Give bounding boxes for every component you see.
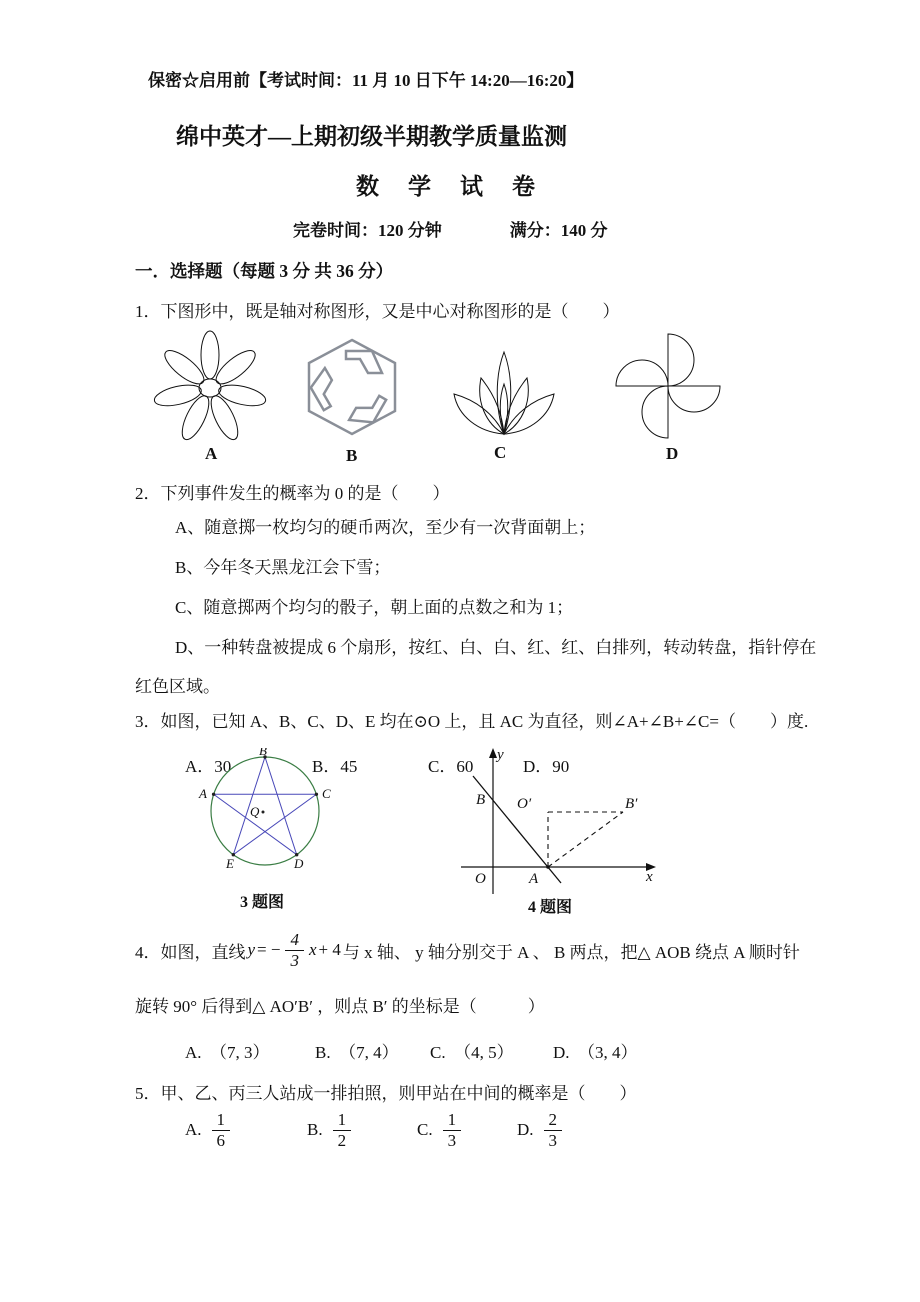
fig4-point-a-label: A	[529, 871, 539, 887]
q1-figure-label-d: D	[666, 444, 679, 463]
q5-option-d	[517, 1110, 565, 1150]
q2-option-d-wrap: 红色区域。	[135, 677, 220, 696]
figure-circle-pentagram	[198, 748, 338, 888]
q5-option-a-label: A.	[185, 1120, 202, 1140]
fraction-four-thirds	[285, 930, 304, 970]
exam-subtitle: 数 学 试 卷	[356, 174, 538, 199]
q4-eq-x: x	[308, 940, 317, 960]
q4-eq-plus4: + 4	[318, 940, 341, 960]
exam-title: 绵中英才—上期初级半期教学质量监测	[176, 124, 567, 149]
q5-option-d-label: D.	[517, 1120, 534, 1140]
q1-figure-label-c: C	[494, 443, 507, 462]
fraction-numerator: 1	[337, 1110, 347, 1129]
figure-pinwheel	[612, 328, 724, 443]
fraction-denominator: 3	[443, 1130, 462, 1151]
fraction-denominator: 6	[212, 1130, 231, 1151]
q5-option-c-fraction	[443, 1110, 462, 1150]
q4-option-c: C. （4, 5）	[430, 1043, 514, 1062]
question-4-text-line1	[135, 930, 800, 970]
q5-option-c	[417, 1110, 464, 1150]
q5-option-d-fraction	[544, 1110, 563, 1150]
fraction-denominator: 2	[333, 1130, 352, 1151]
q4-lead-text: 4．如图，直线	[135, 942, 246, 962]
q2-option-d: D、一种转盘被提成 6 个扇形，按红、白、白、红、红、白排列，转动转盘，指针停在	[175, 638, 817, 657]
fraction-numerator: 2	[548, 1110, 558, 1129]
q1-figure-label-a: A	[205, 444, 218, 463]
q5-option-a-fraction	[212, 1110, 231, 1150]
figure-flower	[150, 328, 270, 446]
fig4-b-prime-label: B′	[625, 796, 638, 812]
figure-coordinate-rotation	[453, 742, 668, 900]
fraction-denominator: 3	[285, 950, 304, 971]
fig4-x-axis-label: x	[646, 869, 653, 885]
figure-lotus	[448, 338, 560, 440]
question-3-text: 3．如图，已知 A、B、C、D、E 均在⊙O 上，且 AC 为直径，则∠A+∠B+∠C=（ ）度.	[135, 712, 809, 731]
q3-option-c: C．60	[428, 757, 474, 776]
fraction-numerator: 1	[447, 1110, 457, 1129]
q5-option-b-fraction	[333, 1110, 352, 1150]
fig3-point-c-label: C	[322, 786, 331, 801]
q2-option-b: B、今年冬天黑龙江会下雪；	[175, 558, 391, 577]
fig3-point-d-label: D	[294, 856, 304, 871]
fraction-numerator: 1	[216, 1110, 226, 1129]
fig3-point-a-label: A	[199, 786, 207, 801]
q5-option-b-label: B.	[307, 1120, 323, 1140]
question-5-text: 5．甲、乙、丙三人站成一排拍照，则甲站在中间的概率是（ ）	[135, 1084, 637, 1103]
fig4-y-axis-label: y	[497, 747, 504, 763]
q4-option-d: D. （3, 4）	[553, 1043, 638, 1062]
question-4-text-line2: 旋转 90° 后得到△ AO′B′ ，则点 B′ 的坐标是（ ）	[135, 997, 545, 1016]
q5-option-b	[307, 1110, 354, 1150]
q4-eq-y: y	[247, 940, 256, 960]
q5-option-a	[185, 1110, 233, 1150]
fig3-point-b-label: B	[259, 748, 267, 758]
fraction-numerator: 4	[290, 930, 299, 949]
q4-eq-equals: = −	[257, 940, 281, 960]
q4-option-a: A. （7, 3）	[185, 1043, 270, 1062]
fig4-origin-label: O	[475, 871, 486, 887]
fig4-o-prime-label: O′	[517, 796, 532, 812]
question-1-text: 1．下图形中，既是轴对称图形，又是中心对称图形的是（ ）	[135, 302, 620, 321]
q4-option-b: B. （7, 4）	[315, 1043, 399, 1062]
q4-mid-text: 与 x 轴、 y 轴分别交于 A 、 B 两点，把△ AOB 绕点 A 顺时针	[342, 942, 800, 962]
q3-option-a: A．30	[185, 757, 232, 776]
section-1-heading: 一．选择题（每题 3 分 共 36 分）	[135, 261, 394, 281]
question-2-text: 2．下列事件发生的概率为 0 的是（ ）	[135, 484, 450, 503]
q3-option-b: B．45	[312, 757, 358, 776]
fig3-caption: 3 题图	[240, 894, 285, 911]
q2-option-c: C、随意掷两个均匀的骰子，朝上面的点数之和为 1；	[175, 598, 574, 617]
fraction-denominator: 3	[544, 1130, 563, 1151]
figure-hexagon-arrows	[298, 332, 406, 442]
fig3-center-label: Q	[250, 804, 260, 819]
fig4-point-b-label: B	[476, 792, 486, 808]
q5-option-c-label: C.	[417, 1120, 433, 1140]
fig4-caption: 4 题图	[528, 899, 573, 916]
q2-option-a: A、随意掷一枚均匀的硬币两次，至少有一次背面朝上；	[175, 518, 596, 537]
fig3-point-e-label: E	[226, 856, 234, 871]
q1-figure-label-b: B	[346, 446, 358, 465]
exam-meta: 完卷时间：120 分钟 满分：140 分	[293, 221, 608, 240]
secrecy-notice: 保密☆启用前【考试时间：11 月 10 日下午 14:20—16:20】	[148, 71, 584, 90]
q3-option-d: D．90	[523, 757, 570, 776]
